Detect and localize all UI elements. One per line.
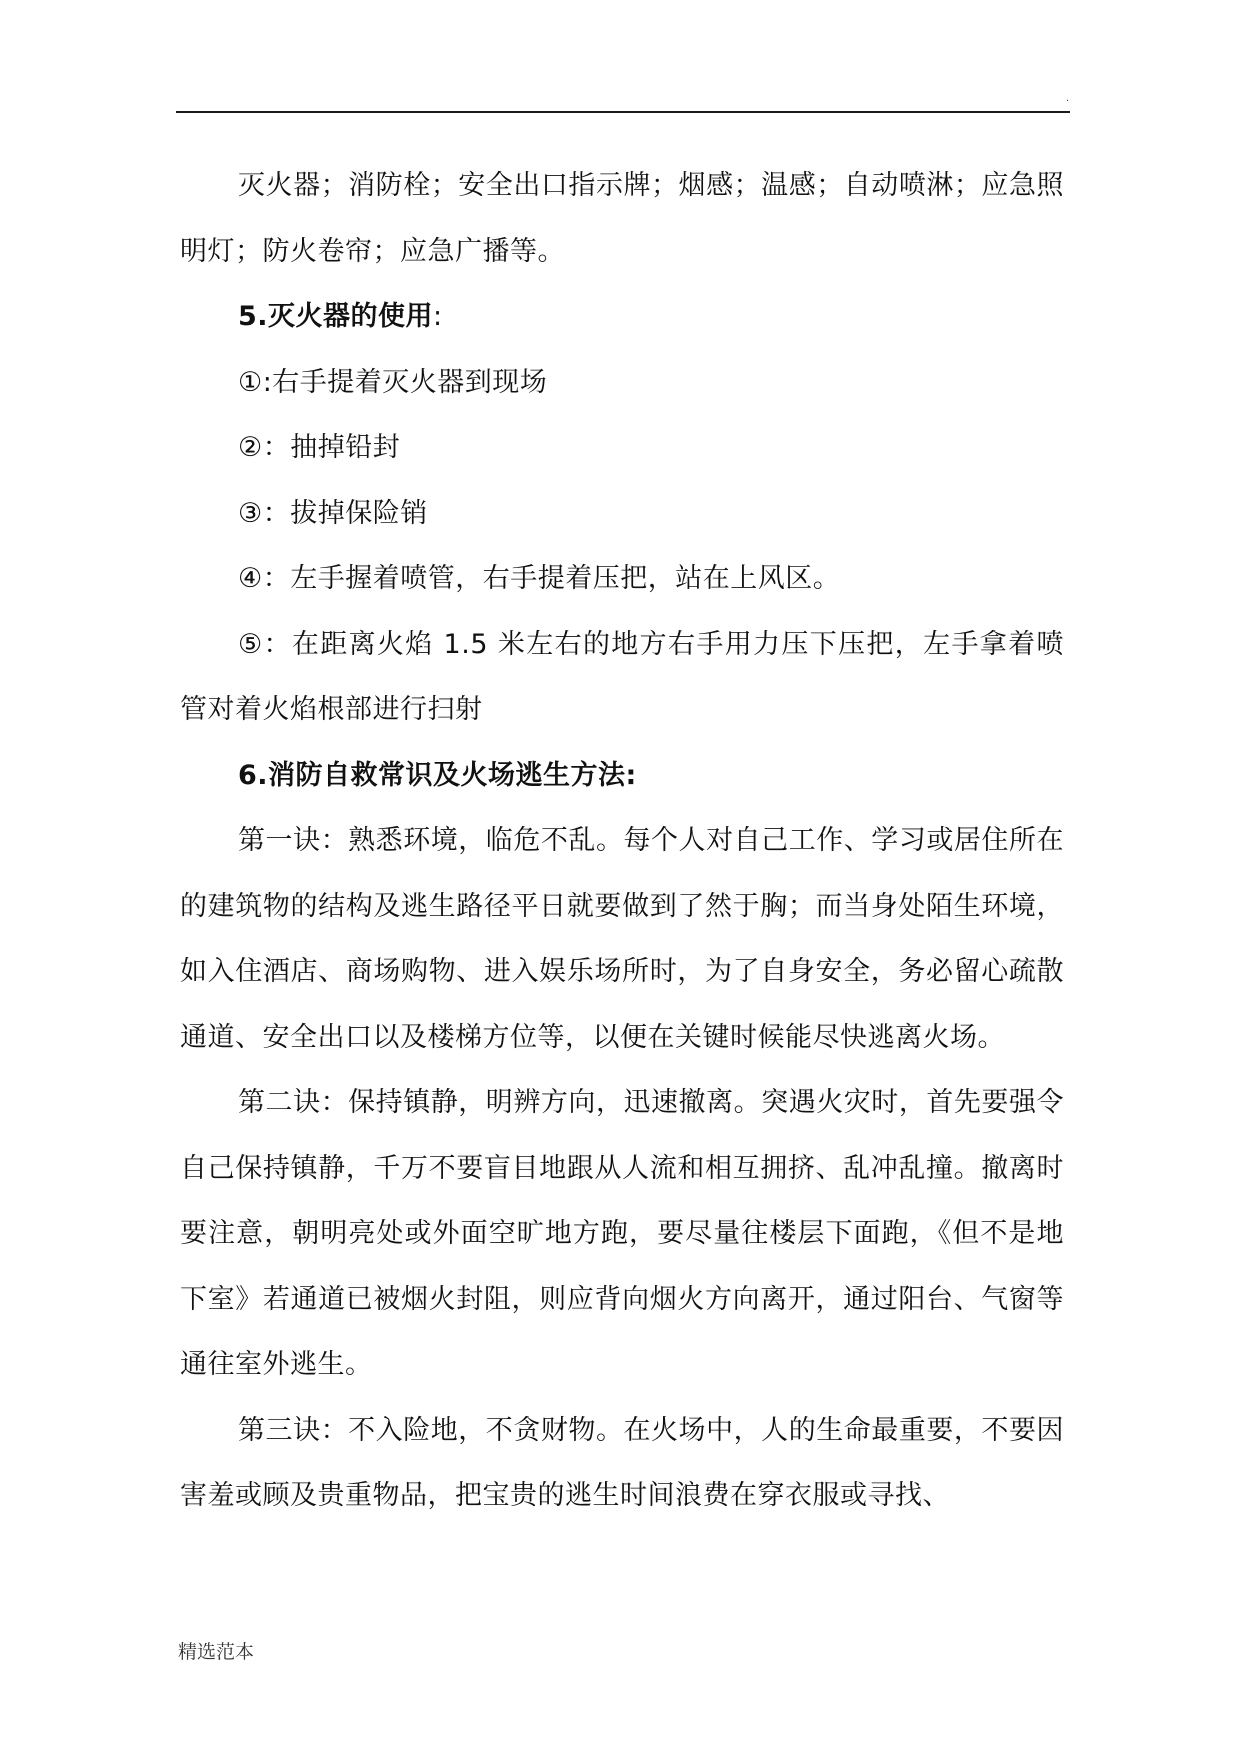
paragraph-rule-1: 第一诀：熟悉环境，临危不乱。每个人对自己工作、学习或居住所在的建筑物的结构及逃生路径平日就要做到了然于胸；而当身处陌生环境，如入住酒店、商场购物、进入娱乐场所时，为了自身安全，务必留心疏散通道、安全出口以及楼梯方位等，以便在关键时候能尽快逃离火场。 [180,825,1064,1053]
header-rule [176,111,1070,113]
step-3: ③：拔掉保险销 [238,497,428,529]
step-5: ⑤：在距离火焰 1.5 米左右的地方右手用力压下压把，左手拿着喷管对着火焰根部进行扫射 [180,628,1064,725]
paragraph-equipment-list: 灭火器；消防栓；安全出口指示牌；烟感；温感；自动喷淋；应急照明灯；防火卷帘；应急广播等。 [180,170,1064,267]
heading-self-rescue: 6.消防自救常识及火场逃生方法: [238,759,637,791]
heading-extinguisher-usage-colon: : [433,301,443,332]
step-2: ②：抽掉铅封 [238,432,401,463]
heading-extinguisher-usage-text: 5.灭火器的使用 [238,301,434,332]
paragraph-rule-2: 第二诀：保持镇静，明辨方向，迅速撤离。突遇火灾时，首先要强令自己保持镇静，千万不要盲目地跟从人流和相互拥挤、乱冲乱撞。撤离时要注意，朝明亮处或外面空旷地方跑，要尽量往楼层下面跑，《但不是地下室》若通道已被烟火封阻，则应背向烟火方向离开，通过阳台、气窗等通往室外逃生。 [180,1087,1064,1380]
step-4: ④：左手握着喷管，右手提着压把，站在上风区。 [238,563,841,594]
heading-extinguisher-usage [180,284,1064,350]
document-body [180,153,1064,1529]
header-mark: . [1066,93,1070,104]
footer-label: 精选范本 [178,1641,255,1663]
paragraph-rule-3: 第三诀：不入险地，不贪财物。在火场中，人的生命最重要，不要因害羞或顾及贵重物品，把宝贵的逃生时间浪费在穿衣服或寻找、 [180,1414,1064,1511]
step-1: ①:右手提着灭火器到现场 [238,366,548,398]
